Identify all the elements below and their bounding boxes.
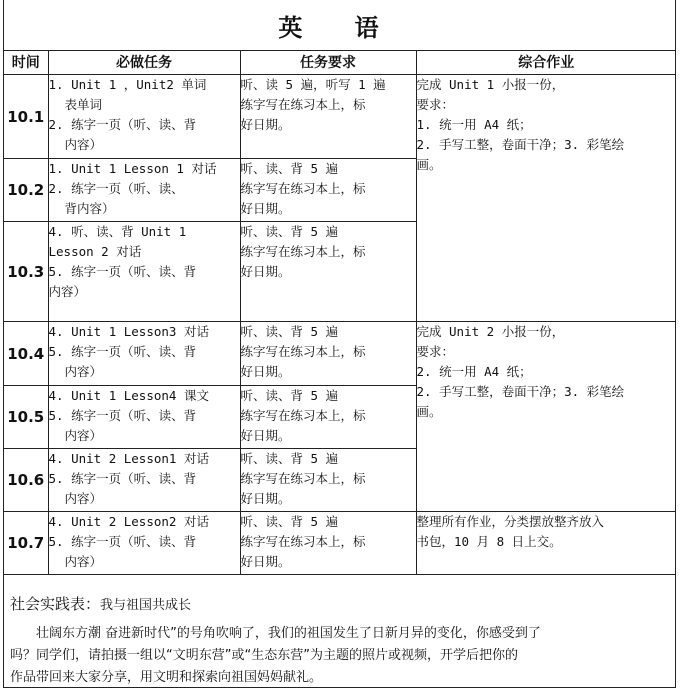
comprehensive-line: 2. 手写工整，卷面干净；3. 彩笔绘	[416, 384, 625, 399]
task-line: 5. 练字一页（听、读、背	[48, 408, 197, 423]
comprehensive-line: 画。	[416, 404, 442, 419]
task-line: 4. 听、读、背 Unit 1	[48, 224, 187, 239]
homework-sheet	[3, 0, 676, 688]
task-line: 内容）	[48, 284, 87, 299]
task-cell	[48, 159, 240, 222]
social-practice-body	[10, 623, 670, 689]
task-cell	[48, 449, 240, 512]
comprehensive-line: 完成 Unit 2 小报一份，	[416, 324, 565, 339]
comprehensive-cell	[416, 512, 676, 575]
comprehensive-line: 画。	[416, 157, 442, 172]
date-cell: 10.1	[4, 75, 48, 159]
task-cell	[48, 512, 240, 575]
requirement-line: 听、读、背 5 遍	[240, 161, 339, 176]
requirement-line: 听、读、背 5 遍	[240, 451, 339, 466]
task-line: 2. 练字一页（听、读、背	[48, 117, 197, 132]
requirement-line: 练字写在练习本上，标	[240, 534, 366, 549]
requirement-cell	[240, 159, 416, 222]
task-cell	[48, 75, 240, 159]
column-header-requirement: 任务要求	[240, 50, 416, 75]
practice-heading-label: 社会实践表：	[10, 595, 101, 613]
requirement-cell	[240, 449, 416, 512]
task-line: 4. Unit 2 Lesson2 对话	[48, 514, 209, 529]
requirement-line: 听、读、背 5 遍	[240, 514, 339, 529]
subject-title: 英 语	[4, 0, 675, 51]
table-row	[4, 322, 676, 386]
social-practice-heading	[10, 593, 191, 614]
requirement-line: 练字写在练习本上，标	[240, 244, 366, 259]
comprehensive-line: 2. 手写工整，卷面干净；3. 彩笔绘	[416, 137, 625, 152]
comprehensive-cell	[416, 322, 676, 512]
requirement-line: 听、读 5 遍，听写 1 遍	[240, 77, 386, 92]
task-line: 内容）	[64, 554, 103, 569]
column-header-task: 必做任务	[48, 50, 240, 75]
date-cell: 10.4	[4, 322, 48, 386]
requirement-line: 练字写在练习本上，标	[240, 408, 366, 423]
table-row	[4, 75, 676, 159]
practice-line: 壮阔东方潮 奋进新时代”的号角吹响了，我们的祖国发生了日新月异的变化，你感受到了	[36, 626, 541, 641]
task-line: 表单词	[64, 97, 103, 112]
column-header-time: 时间	[4, 50, 48, 75]
task-cell	[48, 322, 240, 386]
requirement-line: 好日期。	[240, 201, 291, 216]
requirement-line: 好日期。	[240, 428, 291, 443]
requirement-cell	[240, 512, 416, 575]
date-cell: 10.5	[4, 386, 48, 449]
table-header-row	[4, 50, 676, 75]
practice-theme: 我与祖国共成长	[100, 598, 192, 613]
requirement-cell	[240, 222, 416, 322]
date-cell: 10.3	[4, 222, 48, 322]
comprehensive-line: 书包，10 月 8 日上交。	[416, 534, 562, 549]
task-line: 4. Unit 1 Lesson3 对话	[48, 324, 209, 339]
task-line: 4. Unit 1 Lesson4 课文	[48, 388, 209, 403]
task-line: 背内容）	[64, 201, 115, 216]
task-line: 2. 练字一页（听、读、	[48, 181, 184, 196]
comprehensive-cell	[416, 75, 676, 322]
comprehensive-line: 整理所有作业，分类摆放整齐放入	[416, 514, 605, 529]
requirement-line: 好日期。	[240, 117, 291, 132]
date-cell: 10.6	[4, 449, 48, 512]
task-line: 内容）	[64, 491, 103, 506]
date-cell: 10.7	[4, 512, 48, 575]
task-line: 4. Unit 2 Lesson1 对话	[48, 451, 209, 466]
task-line: 1. Unit 1 Lesson 1 对话	[48, 161, 217, 176]
comprehensive-line: 要求：	[416, 344, 455, 359]
requirement-line: 听、读、背 5 遍	[240, 388, 339, 403]
column-header-comprehensive: 综合作业	[416, 50, 676, 75]
task-cell	[48, 222, 240, 322]
task-line: 内容）	[64, 137, 103, 152]
table-row	[4, 512, 676, 575]
requirement-line: 听、读、背 5 遍	[240, 324, 339, 339]
requirement-cell	[240, 75, 416, 159]
requirement-line: 好日期。	[240, 264, 291, 279]
requirement-line: 练字写在练习本上，标	[240, 181, 366, 196]
comprehensive-line: 2. 统一用 A4 纸；	[416, 364, 532, 379]
task-line: 5. 练字一页（听、读、背	[48, 471, 197, 486]
requirement-line: 练字写在练习本上，标	[240, 97, 366, 112]
comprehensive-line: 要求：	[416, 97, 455, 112]
task-line: 5. 练字一页（听、读、背	[48, 264, 197, 279]
task-line: Lesson 2 对话	[48, 244, 142, 259]
task-line: 内容）	[64, 428, 103, 443]
comprehensive-line: 完成 Unit 1 小报一份，	[416, 77, 565, 92]
requirement-line: 练字写在练习本上，标	[240, 471, 366, 486]
practice-line: 作品带回来大家分享，用文明和探索向祖国妈妈献礼。	[10, 670, 323, 685]
requirement-line: 好日期。	[240, 554, 291, 569]
requirement-line: 好日期。	[240, 491, 291, 506]
requirement-line: 练字写在练习本上，标	[240, 344, 366, 359]
requirement-line: 好日期。	[240, 364, 291, 379]
practice-line: 吗？同学们，请拍摄一组以“文明东营”或“生态东营”为主题的照片或视频，开学后把你的	[10, 648, 518, 663]
task-cell	[48, 386, 240, 449]
comprehensive-line: 1. 统一用 A4 纸；	[416, 117, 532, 132]
homework-table	[4, 50, 676, 575]
task-line: 1. Unit 1 ，Unit2 单词	[48, 77, 207, 92]
task-line: 内容）	[64, 364, 103, 379]
requirement-cell	[240, 322, 416, 386]
task-line: 5. 练字一页（听、读、背	[48, 344, 197, 359]
task-line: 5. 练字一页（听、读、背	[48, 534, 197, 549]
date-cell: 10.2	[4, 159, 48, 222]
requirement-cell	[240, 386, 416, 449]
requirement-line: 听、读、背 5 遍	[240, 224, 339, 239]
